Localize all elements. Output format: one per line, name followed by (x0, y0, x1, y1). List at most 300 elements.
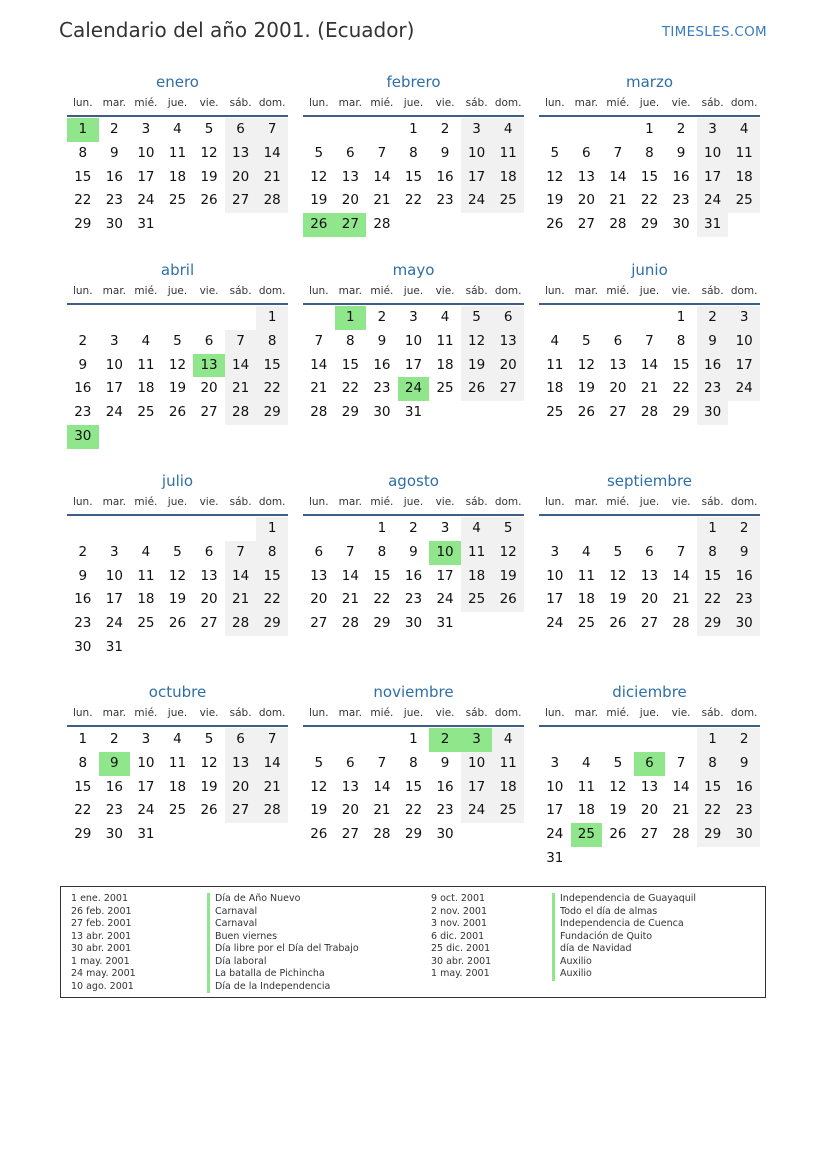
day-cell: 2 (377, 309, 387, 325)
weekday-label: sáb. (701, 97, 724, 109)
empty-day-cell (256, 213, 288, 237)
weekday-label: dom. (494, 285, 522, 297)
weekday-label: dom. (494, 707, 522, 719)
weekday-label: vie. (199, 496, 219, 508)
day-cell: 14 (341, 567, 359, 584)
day-cell: 21 (373, 802, 391, 819)
day-cell: 15 (697, 776, 729, 800)
day-cell: 16 (436, 778, 454, 795)
day-cell: 25 (168, 802, 187, 819)
day-cell: 12 (168, 567, 187, 584)
day-cell: 30 (404, 615, 423, 632)
day-cell: 18 (492, 166, 524, 190)
day-grid (539, 728, 760, 871)
weekday-label: dom. (730, 707, 758, 719)
holiday-day-cell: 2 (429, 728, 461, 752)
empty-day-cell (602, 847, 634, 871)
day-cell: 26 (577, 404, 595, 421)
empty-day-cell (461, 823, 493, 847)
empty-day-cell (728, 213, 760, 237)
day-cell: 16 (404, 567, 423, 584)
weekday-label: lun. (308, 97, 329, 109)
day-cell: 13 (225, 752, 257, 776)
empty-day-cell (225, 823, 257, 847)
day-cell: 11 (168, 144, 187, 161)
day-cell: 9 (440, 144, 450, 161)
day-cell: 12 (609, 778, 627, 795)
day-cell: 9 (728, 541, 760, 565)
weekday-label: lun. (544, 97, 565, 109)
day-cell: 19 (609, 802, 627, 819)
empty-day-cell (193, 636, 225, 660)
day-cell: 25 (728, 189, 760, 213)
holiday-day-cell: 13 (193, 354, 225, 378)
day-cell: 11 (577, 567, 595, 584)
day-cell: 27 (200, 404, 218, 421)
day-cell: 16 (74, 591, 92, 608)
day-cell: 6 (582, 144, 591, 161)
empty-day-cell (303, 728, 335, 752)
weekday-label: lun. (308, 285, 329, 297)
weekday-label: vie. (199, 707, 219, 719)
empty-day-cell (634, 306, 666, 330)
day-cell: 8 (346, 332, 355, 349)
weekday-header (539, 93, 760, 117)
weekday-header (67, 492, 288, 516)
month-marzo (539, 71, 760, 237)
day-cell: 7 (314, 332, 324, 349)
holiday-legend (60, 886, 766, 998)
day-cell: 18 (168, 168, 187, 185)
day-cell: 24 (697, 189, 729, 213)
day-cell: 18 (577, 802, 595, 819)
weekday-label: vie. (199, 97, 219, 109)
day-cell: 12 (310, 778, 328, 795)
weekday-label: jue. (403, 97, 424, 109)
day-cell: 3 (550, 754, 560, 771)
empty-day-cell (335, 118, 367, 142)
day-cell: 23 (105, 802, 123, 819)
day-cell: 5 (582, 332, 591, 349)
month-name: octubre (148, 683, 207, 701)
day-cell: 28 (256, 799, 288, 823)
day-cell: 24 (546, 615, 564, 632)
day-cell: 1 (697, 517, 729, 541)
empty-day-cell (539, 728, 571, 752)
day-cell: 21 (373, 192, 391, 209)
day-cell: 6 (492, 306, 524, 330)
weekday-label: dom. (494, 97, 522, 109)
day-cell: 25 (137, 404, 155, 421)
day-cell: 14 (256, 142, 288, 166)
day-cell: 6 (645, 543, 654, 560)
day-cell: 28 (640, 404, 659, 421)
holiday-date: 27 feb. 2001 (71, 918, 132, 929)
day-cell: 20 (310, 591, 328, 608)
holiday-day-cell: 6 (634, 752, 666, 776)
day-cell: 22 (697, 588, 729, 612)
month-noviembre (303, 681, 524, 847)
day-cell: 17 (404, 356, 423, 373)
day-cell: 5 (613, 754, 623, 771)
day-cell: 15 (640, 168, 659, 185)
day-cell: 17 (546, 591, 564, 608)
weekday-label: vie. (671, 97, 691, 109)
day-cell: 11 (137, 356, 155, 373)
day-cell: 7 (225, 330, 257, 354)
day-cell: 13 (200, 567, 218, 584)
day-cell: 22 (74, 192, 92, 209)
weekday-label: lun. (544, 707, 565, 719)
day-cell: 12 (577, 356, 595, 373)
empty-day-cell (225, 517, 257, 541)
day-cell: 30 (436, 826, 454, 843)
month-name: febrero (386, 73, 441, 91)
day-cell: 17 (728, 354, 760, 378)
day-cell: 9 (78, 356, 88, 373)
empty-day-cell (193, 213, 225, 237)
holiday-date: 13 abr. 2001 (71, 930, 132, 942)
day-cell: 15 (74, 778, 92, 795)
day-cell: 9 (676, 144, 686, 161)
month-octubre (67, 681, 288, 847)
day-cell: 13 (640, 778, 659, 795)
day-grid (67, 118, 288, 237)
weekday-label: sáb. (701, 496, 724, 508)
day-cell: 29 (74, 826, 92, 843)
day-cell: 27 (225, 799, 257, 823)
empty-day-cell (162, 306, 194, 330)
day-cell: 8 (78, 754, 88, 771)
month-name: noviembre (373, 683, 454, 701)
day-cell: 7 (645, 332, 654, 349)
empty-day-cell (492, 213, 524, 237)
day-cell: 20 (225, 776, 257, 800)
weekday-label: jue. (167, 285, 188, 297)
day-cell: 2 (676, 121, 686, 137)
holiday-day-cell: 30 (67, 425, 99, 449)
day-cell: 8 (697, 752, 729, 776)
day-cell: 27 (609, 404, 627, 421)
day-cell: 28 (256, 189, 288, 213)
day-cell: 2 (110, 731, 119, 747)
weekday-label: dom. (730, 496, 758, 508)
day-cell: 1 (256, 306, 288, 330)
day-cell: 16 (105, 168, 123, 185)
day-cell: 11 (436, 332, 454, 349)
day-cell: 26 (168, 404, 187, 421)
day-cell: 3 (141, 121, 151, 137)
empty-day-cell (225, 636, 257, 660)
day-cell: 31 (137, 826, 155, 843)
holiday-name: Carnaval (207, 918, 359, 931)
day-cell: 1 (645, 121, 654, 137)
day-cell: 3 (110, 543, 119, 560)
day-cell: 3 (697, 118, 729, 142)
day-cell: 19 (168, 591, 187, 608)
holiday-date: 9 oct. 2001 (431, 893, 486, 904)
empty-day-cell (665, 517, 697, 541)
empty-day-cell (225, 425, 257, 449)
day-cell: 18 (436, 356, 454, 373)
weekday-label: jue. (167, 496, 188, 508)
empty-day-cell (193, 306, 225, 330)
day-cell: 18 (728, 166, 760, 190)
day-cell: 30 (105, 826, 123, 843)
day-cell: 18 (546, 380, 564, 397)
day-cell: 15 (74, 168, 92, 185)
day-cell: 27 (310, 615, 328, 632)
day-cell: 30 (728, 823, 760, 847)
day-cell: 1 (377, 520, 387, 536)
weekday-header (303, 492, 524, 516)
day-cell: 10 (697, 142, 729, 166)
day-cell: 20 (225, 166, 257, 190)
day-cell: 9 (440, 754, 450, 771)
day-cell: 20 (577, 192, 595, 209)
weekday-label: mié. (134, 707, 158, 719)
day-cell: 16 (436, 168, 454, 185)
day-cell: 16 (672, 168, 690, 185)
day-cell: 24 (461, 799, 493, 823)
day-cell: 12 (200, 144, 218, 161)
month-septiembre (539, 470, 760, 636)
empty-day-cell (130, 517, 162, 541)
day-cell: 26 (492, 588, 524, 612)
day-cell: 29 (256, 612, 288, 636)
day-cell: 27 (341, 826, 359, 843)
day-cell: 6 (314, 543, 324, 560)
weekday-header (539, 492, 760, 516)
day-grid (539, 118, 760, 237)
weekday-label: dom. (494, 496, 522, 508)
legend-left-names (207, 893, 359, 993)
empty-day-cell (193, 823, 225, 847)
day-cell: 26 (609, 615, 627, 632)
day-cell: 22 (256, 377, 288, 401)
holiday-name: Independencia de Cuenca (552, 918, 696, 931)
day-cell: 14 (225, 354, 257, 378)
day-cell: 5 (314, 144, 324, 161)
brand-logo[interactable]: TIMESLES.COM (661, 24, 767, 40)
day-cell: 25 (492, 189, 524, 213)
day-cell: 20 (341, 802, 359, 819)
day-cell: 5 (204, 731, 214, 747)
holiday-day-cell: 27 (335, 213, 367, 237)
weekday-label: mar. (574, 707, 599, 719)
day-cell: 14 (672, 567, 690, 584)
day-cell: 12 (609, 567, 627, 584)
empty-day-cell (256, 636, 288, 660)
day-cell: 26 (200, 192, 218, 209)
empty-day-cell (571, 517, 603, 541)
day-cell: 23 (436, 802, 454, 819)
day-cell: 24 (105, 404, 123, 421)
weekday-label: mié. (606, 285, 630, 297)
day-cell: 12 (492, 541, 524, 565)
day-cell: 11 (492, 142, 524, 166)
day-cell: 18 (137, 380, 155, 397)
day-cell: 4 (582, 754, 591, 771)
weekday-label: sáb. (465, 707, 488, 719)
day-cell: 23 (436, 192, 454, 209)
day-cell: 17 (137, 778, 155, 795)
day-cell: 13 (341, 778, 359, 795)
day-cell: 22 (373, 591, 391, 608)
empty-day-cell (539, 517, 571, 541)
day-cell: 20 (640, 802, 659, 819)
holiday-date: 30 abr. 2001 (431, 955, 492, 967)
weekday-label: sáb. (465, 97, 488, 109)
holiday-name: Auxilio (552, 956, 696, 969)
day-cell: 4 (141, 543, 151, 560)
legend-right-names (552, 893, 696, 981)
empty-day-cell (602, 728, 634, 752)
weekday-label: jue. (639, 707, 660, 719)
day-cell: 25 (137, 615, 155, 632)
day-cell: 17 (461, 166, 493, 190)
holiday-name: Todo el día de almas (552, 906, 696, 919)
day-cell: 29 (256, 401, 288, 425)
day-cell: 4 (173, 121, 182, 137)
empty-day-cell (665, 728, 697, 752)
day-cell: 13 (492, 330, 524, 354)
day-cell: 19 (492, 565, 524, 589)
day-cell: 27 (577, 216, 595, 233)
day-cell: 22 (672, 380, 690, 397)
day-cell: 2 (440, 121, 450, 137)
day-cell: 2 (728, 728, 760, 752)
day-grid (539, 517, 760, 636)
weekday-label: mié. (370, 707, 394, 719)
holiday-day-cell: 1 (67, 118, 99, 142)
day-cell: 24 (105, 615, 123, 632)
day-cell: 11 (137, 567, 155, 584)
day-cell: 1 (78, 731, 88, 747)
month-name: mayo (392, 261, 435, 279)
holiday-date: 3 nov. 2001 (431, 918, 487, 929)
day-cell: 8 (676, 332, 686, 349)
day-cell: 26 (609, 826, 627, 843)
holiday-name: Fundación de Quito (552, 931, 696, 944)
day-cell: 25 (168, 192, 187, 209)
day-cell: 15 (373, 567, 391, 584)
day-cell: 8 (256, 330, 288, 354)
weekday-label: mar. (338, 285, 363, 297)
month-diciembre (539, 681, 760, 871)
weekday-header (303, 93, 524, 117)
empty-day-cell (162, 425, 194, 449)
day-cell: 31 (546, 849, 564, 866)
day-cell: 11 (168, 754, 187, 771)
day-cell: 26 (168, 615, 187, 632)
day-cell: 21 (225, 588, 257, 612)
weekday-label: mié. (370, 97, 394, 109)
day-cell: 6 (225, 118, 257, 142)
weekday-label: mié. (606, 707, 630, 719)
day-cell: 21 (341, 591, 359, 608)
empty-day-cell (99, 425, 131, 449)
weekday-label: vie. (671, 496, 691, 508)
empty-day-cell (571, 118, 603, 142)
day-cell: 26 (461, 377, 493, 401)
empty-day-cell (162, 823, 194, 847)
day-cell: 6 (613, 332, 623, 349)
weekday-label: jue. (639, 496, 660, 508)
day-cell: 13 (341, 168, 359, 185)
holiday-date: 24 may. 2001 (71, 968, 136, 979)
day-cell: 2 (728, 517, 760, 541)
weekday-label: lun. (544, 285, 565, 297)
day-cell: 19 (577, 380, 595, 397)
day-cell: 30 (672, 216, 690, 233)
month-febrero (303, 71, 524, 237)
weekday-label: dom. (258, 97, 286, 109)
day-cell: 21 (256, 776, 288, 800)
day-cell: 27 (640, 615, 659, 632)
empty-day-cell (461, 612, 493, 636)
weekday-label: jue. (403, 707, 424, 719)
weekday-label: jue. (167, 97, 188, 109)
weekday-label: vie. (199, 285, 219, 297)
day-cell: 4 (440, 309, 450, 325)
day-cell: 14 (225, 565, 257, 589)
day-cell: 11 (461, 541, 493, 565)
day-cell: 21 (256, 166, 288, 190)
day-cell: 27 (200, 615, 218, 632)
day-cell: 16 (373, 356, 391, 373)
empty-day-cell (398, 213, 430, 237)
empty-day-cell (634, 728, 666, 752)
day-cell: 17 (697, 166, 729, 190)
day-cell: 19 (310, 192, 328, 209)
empty-day-cell (335, 517, 367, 541)
weekday-label: jue. (639, 285, 660, 297)
day-cell: 29 (74, 216, 92, 233)
day-cell: 1 (256, 517, 288, 541)
day-grid (303, 728, 524, 847)
month-junio (539, 259, 760, 425)
day-grid (539, 306, 760, 425)
weekday-label: lun. (72, 97, 93, 109)
day-cell: 6 (204, 332, 214, 349)
weekday-label: mié. (134, 285, 158, 297)
legend-right-dates (431, 893, 491, 981)
day-cell: 7 (346, 543, 355, 560)
holiday-date: 6 dic. 2001 (431, 930, 485, 942)
day-cell: 28 (373, 216, 391, 233)
day-cell: 7 (256, 728, 288, 752)
day-cell: 28 (225, 612, 257, 636)
day-cell: 16 (74, 380, 92, 397)
day-cell: 6 (204, 543, 214, 560)
weekday-header (539, 703, 760, 727)
weekday-label: lun. (72, 496, 93, 508)
day-cell: 12 (461, 330, 493, 354)
empty-day-cell (193, 425, 225, 449)
empty-day-cell (193, 517, 225, 541)
empty-day-cell (130, 636, 162, 660)
holiday-name: día de Navidad (552, 943, 696, 956)
empty-day-cell (162, 517, 194, 541)
day-cell: 10 (461, 142, 493, 166)
day-cell: 25 (492, 799, 524, 823)
month-name: junio (631, 261, 668, 279)
day-cell: 23 (697, 377, 729, 401)
day-cell: 9 (728, 752, 760, 776)
holiday-name: Independencia de Guayaquil (552, 893, 696, 906)
day-cell: 4 (550, 332, 560, 349)
